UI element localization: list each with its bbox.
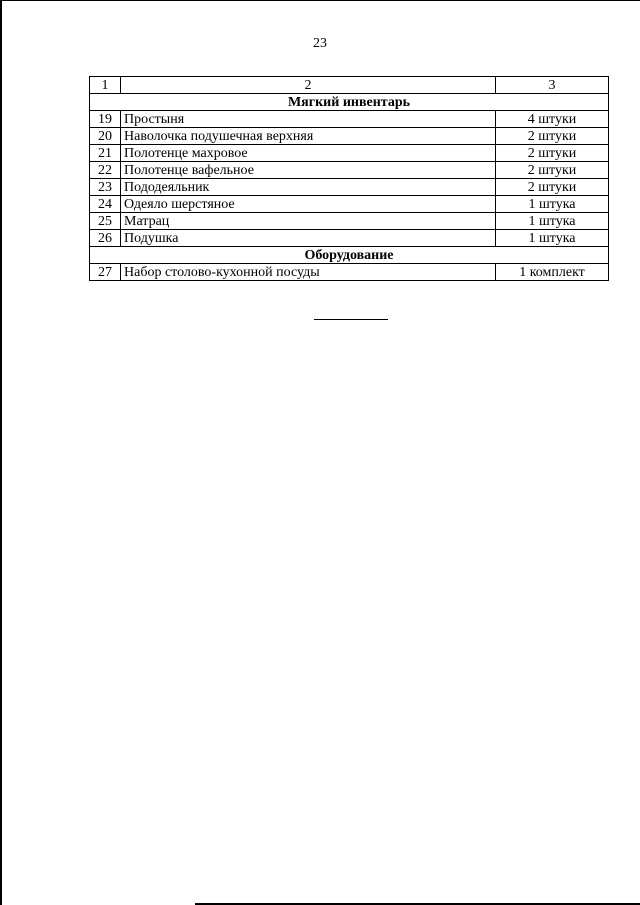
- row-name: Полотенце вафельное: [121, 162, 496, 179]
- table-row: [90, 145, 609, 162]
- row-quantity: 2 штуки: [496, 162, 609, 179]
- row-quantity: 1 штука: [496, 213, 609, 230]
- section-title: Мягкий инвентарь: [90, 94, 609, 111]
- row-number: 20: [90, 128, 121, 145]
- row-name: Наволочка подушечная верхняя: [121, 128, 496, 145]
- row-quantity: 1 штука: [496, 230, 609, 247]
- row-name: Пододеяльник: [121, 179, 496, 196]
- table-row: [90, 179, 609, 196]
- row-number: 22: [90, 162, 121, 179]
- row-name: Матрац: [121, 213, 496, 230]
- row-number: 24: [90, 196, 121, 213]
- row-quantity: 2 штуки: [496, 128, 609, 145]
- table-row: [90, 111, 609, 128]
- row-name: Одеяло шерстяное: [121, 196, 496, 213]
- row-number: 25: [90, 213, 121, 230]
- table-row: [90, 162, 609, 179]
- row-quantity: 1 комплект: [496, 264, 609, 281]
- row-quantity: 1 штука: [496, 196, 609, 213]
- row-name: Полотенце махровое: [121, 145, 496, 162]
- table-header-row: [90, 77, 609, 94]
- row-number: 21: [90, 145, 121, 162]
- page-border-left: [0, 0, 2, 905]
- table-row: [90, 264, 609, 281]
- row-quantity: 2 штуки: [496, 145, 609, 162]
- header-cell-number: 1: [90, 77, 121, 94]
- header-cell-quantity: 3: [496, 77, 609, 94]
- section-row-soft-inventory: [90, 94, 609, 111]
- row-quantity: 2 штуки: [496, 179, 609, 196]
- table-row: [90, 128, 609, 145]
- row-name: Набор столово-кухонной посуды: [121, 264, 496, 281]
- row-quantity: 4 штуки: [496, 111, 609, 128]
- table-row: [90, 213, 609, 230]
- section-title: Оборудование: [90, 247, 609, 264]
- inventory-table: [89, 76, 609, 281]
- page-number: 23: [313, 36, 327, 51]
- row-number: 19: [90, 111, 121, 128]
- header-cell-name: 2: [121, 77, 496, 94]
- page-border-top: [0, 0, 640, 1]
- row-number: 26: [90, 230, 121, 247]
- row-number: 23: [90, 179, 121, 196]
- table-row: [90, 196, 609, 213]
- table-row: [90, 230, 609, 247]
- end-of-document-line: [314, 319, 388, 320]
- row-name: Простыня: [121, 111, 496, 128]
- section-row-equipment: [90, 247, 609, 264]
- row-name: Подушка: [121, 230, 496, 247]
- row-number: 27: [90, 264, 121, 281]
